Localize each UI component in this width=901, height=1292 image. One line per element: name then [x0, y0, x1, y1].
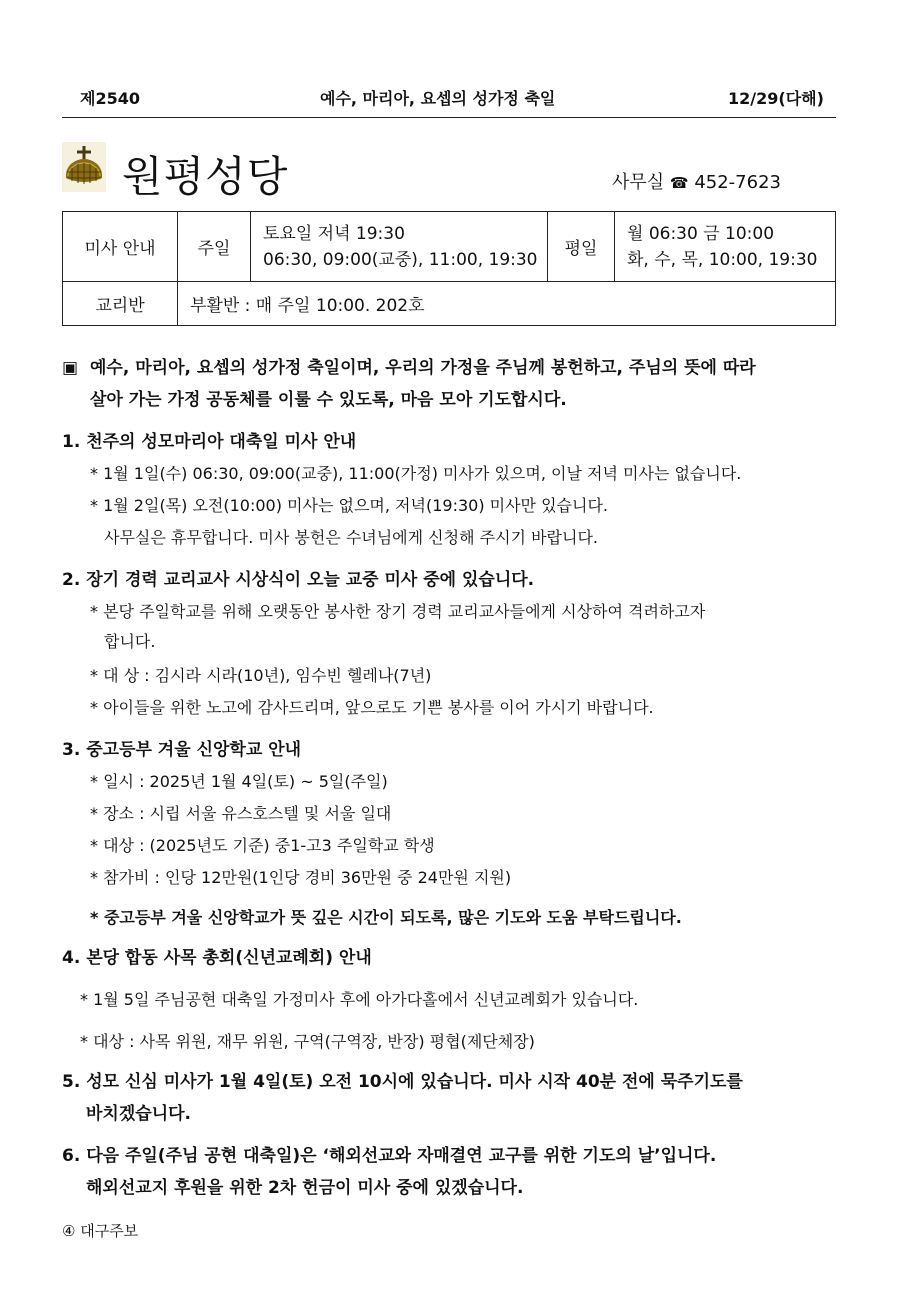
sunday-times-line1: 토요일 저녁 19:30 — [263, 223, 405, 244]
footer-credit: ④ 대구주보 — [62, 1222, 139, 1240]
feast-title: 예수, 마리아, 요셉의 성가정 축일 — [320, 89, 556, 108]
issue-number: 제2540 — [80, 89, 140, 108]
section6-line1: 6. 다음 주일(주님 공현 대축일)은 ‘해외선교와 자매결연 교구를 위한 기도의 날’입니다. — [62, 1146, 717, 1166]
mass-label: 미사 안내 — [63, 212, 178, 282]
office-phone: 452-7623 — [694, 172, 781, 193]
church-logo-icon — [62, 142, 106, 192]
section5-line2: 바치겠습니다. — [86, 1104, 191, 1124]
section2-note1-cont: 합니다. — [104, 632, 156, 651]
weekday-label: 평일 — [548, 212, 615, 282]
section3-note4: * 참가비 : 인당 12만원(1인당 경비 36만원 중 24만원 지원) — [90, 868, 512, 887]
issue-date: 12/29(다해) — [728, 89, 824, 108]
weekday-times — [615, 212, 836, 282]
section2-note2: * 대 상 : 김시라 시라(10년), 임수빈 헬레나(7년) — [90, 666, 432, 685]
section2-note3: * 아이들을 위한 노고에 감사드리며, 앞으로도 기쁜 봉사를 이어 가시기 바랍니다. — [90, 698, 654, 717]
catechism-value: 부활반 : 매 주일 10:00. 202호 — [178, 282, 836, 326]
section3-note2: * 장소 : 시립 서울 유스호스텔 및 서울 일대 — [90, 804, 392, 823]
section4-note2: * 대상 : 사목 위원, 재무 위원, 구역(구역장, 반장) 평협(제단체장) — [80, 1032, 535, 1051]
mass-schedule-table — [62, 211, 836, 326]
header-rule — [62, 117, 836, 118]
section2-title: 2. 장기 경력 교리교사 시상식이 오늘 교중 미사 중에 있습니다. — [62, 570, 535, 590]
weekday-times-line1: 월 06:30 금 10:00 — [627, 223, 775, 244]
sunday-label: 주일 — [178, 212, 251, 282]
section3-note3: * 대상 : (2025년도 기준) 중1-고3 주일학교 학생 — [90, 836, 435, 855]
office-contact — [612, 168, 781, 194]
church-name: 원평성당 — [122, 152, 289, 201]
office-label: 사무실 — [612, 172, 665, 193]
sunday-times — [251, 212, 548, 282]
sunday-times-line2: 06:30, 09:00(교중), 11:00, 19:30 — [263, 249, 538, 270]
intro-line2: 살아 가는 가정 공동체를 이룰 수 있도록, 마음 모아 기도합시다. — [90, 390, 567, 410]
intro-bullet: ▣ — [62, 358, 79, 378]
section1-note3: 사무실은 휴무합니다. 미사 봉헌은 수녀님에게 신청해 주시기 바랍니다. — [104, 528, 598, 547]
section5-line1: 5. 성모 신심 미사가 1월 4일(토) 오전 10시에 있습니다. 미사 시작 40분 전에 묵주기도를 — [62, 1072, 743, 1092]
section2-note1: * 본당 주일학교를 위해 오랫동안 봉사한 장기 경력 교리교사들에게 시상하여 격려하고자 — [90, 602, 706, 621]
phone-icon: ☎ — [669, 174, 689, 192]
section3-title: 3. 중고등부 겨울 신앙학교 안내 — [62, 740, 302, 760]
section1-note2: * 1월 2일(목) 오전(10:00) 미사는 없으며, 저녁(19:30) 미사만 있습니다. — [90, 496, 609, 515]
section6-line2: 해외선교지 후원을 위한 2차 헌금이 미사 중에 있겠습니다. — [86, 1178, 524, 1198]
section1-note1: * 1월 1일(수) 06:30, 09:00(교중), 11:00(가정) 미사가 있으며, 이날 저녁 미사는 없습니다. — [90, 464, 742, 483]
section3-note5: * 중고등부 겨울 신앙학교가 뜻 깊은 시간이 되도록, 많은 기도와 도움 부탁드립니다. — [90, 908, 682, 927]
intro-line1: 예수, 마리아, 요셉의 성가정 축일이며, 우리의 가정을 주님께 봉헌하고, 주님의 뜻에 따라 — [90, 358, 756, 378]
section4-title: 4. 본당 합동 사목 총회(신년교례회) 안내 — [62, 948, 372, 968]
section1-title: 1. 천주의 성모마리아 대축일 미사 안내 — [62, 432, 357, 452]
section3-note1: * 일시 : 2025년 1월 4일(토) ~ 5일(주일) — [90, 772, 388, 791]
section4-note1: * 1월 5일 주님공현 대축일 가정미사 후에 아가다홀에서 신년교례회가 있습니다. — [80, 990, 639, 1009]
weekday-times-line2: 화, 수, 목, 10:00, 19:30 — [627, 249, 818, 270]
catechism-label: 교리반 — [63, 282, 178, 326]
